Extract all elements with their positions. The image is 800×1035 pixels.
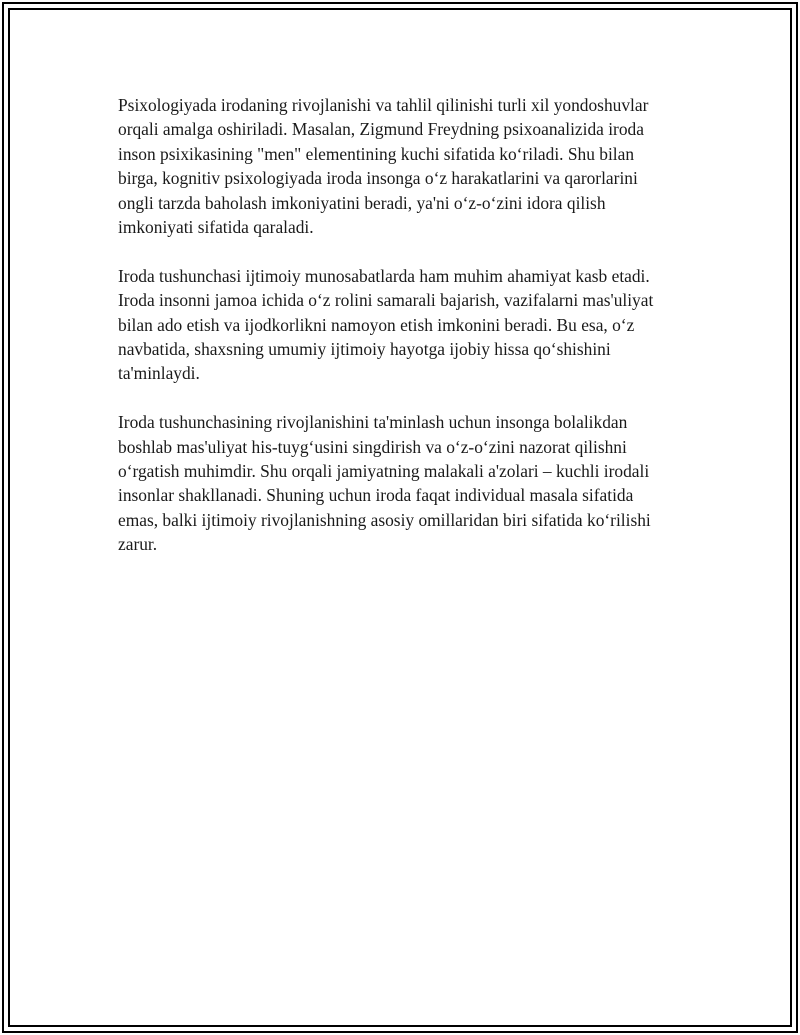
paragraph-social-relations: Iroda tushunchasi ijtimoiy munosabatlarda ham muhim ahamiyat kasb etadi. Iroda insonni jamoa ichida oʻz rolini samarali bajarish, vazifalarni mas'uliyat bilan ado etish va ijodkorlikni namoyon etish imkonini beradi. Bu esa, oʻz navbatida, shaxsning umumiy ijtimoiy hayotga ijobiy hissa qoʻshishini ta'minlaydi. (118, 265, 654, 384)
document-body (118, 93, 708, 581)
paragraph-will-development: Iroda tushunchasining rivojlanishini ta'minlash uchun insonga bolalikdan boshlab mas'uliyat his-tuygʻusini singdirish va oʻz-oʻzini nazorat qilishni oʻrgatish muhimdir. Shu orqali jamiyatning malakali a'zolari – kuchli irodali insonlar shakllanadi. Shuning uchun iroda faqat individual masala sifatida emas, balki ijtimoiy rivojlanishning asosiy omillaridan biri sifatida koʻrilishi zarur. (118, 412, 651, 555)
paragraph-psychology-approaches: Psixologiyada irodaning rivojlanishi va tahlil qilinishi turli xil yondoshuvlar orqali amalga oshiriladi. Masalan, Zigmund Freydning psixoanalizida iroda inson psixikasining "men" elementining kuchi sifatida koʻriladi. Shu bilan birga, kognitiv psixologiyada iroda insonga oʻz harakatlarini va qarorlarini ongli tarzda baholash imkoniyatini beradi, ya'ni oʻz-oʻzini idora qilish imkoniyati sifatida qaraladi. (118, 95, 649, 238)
